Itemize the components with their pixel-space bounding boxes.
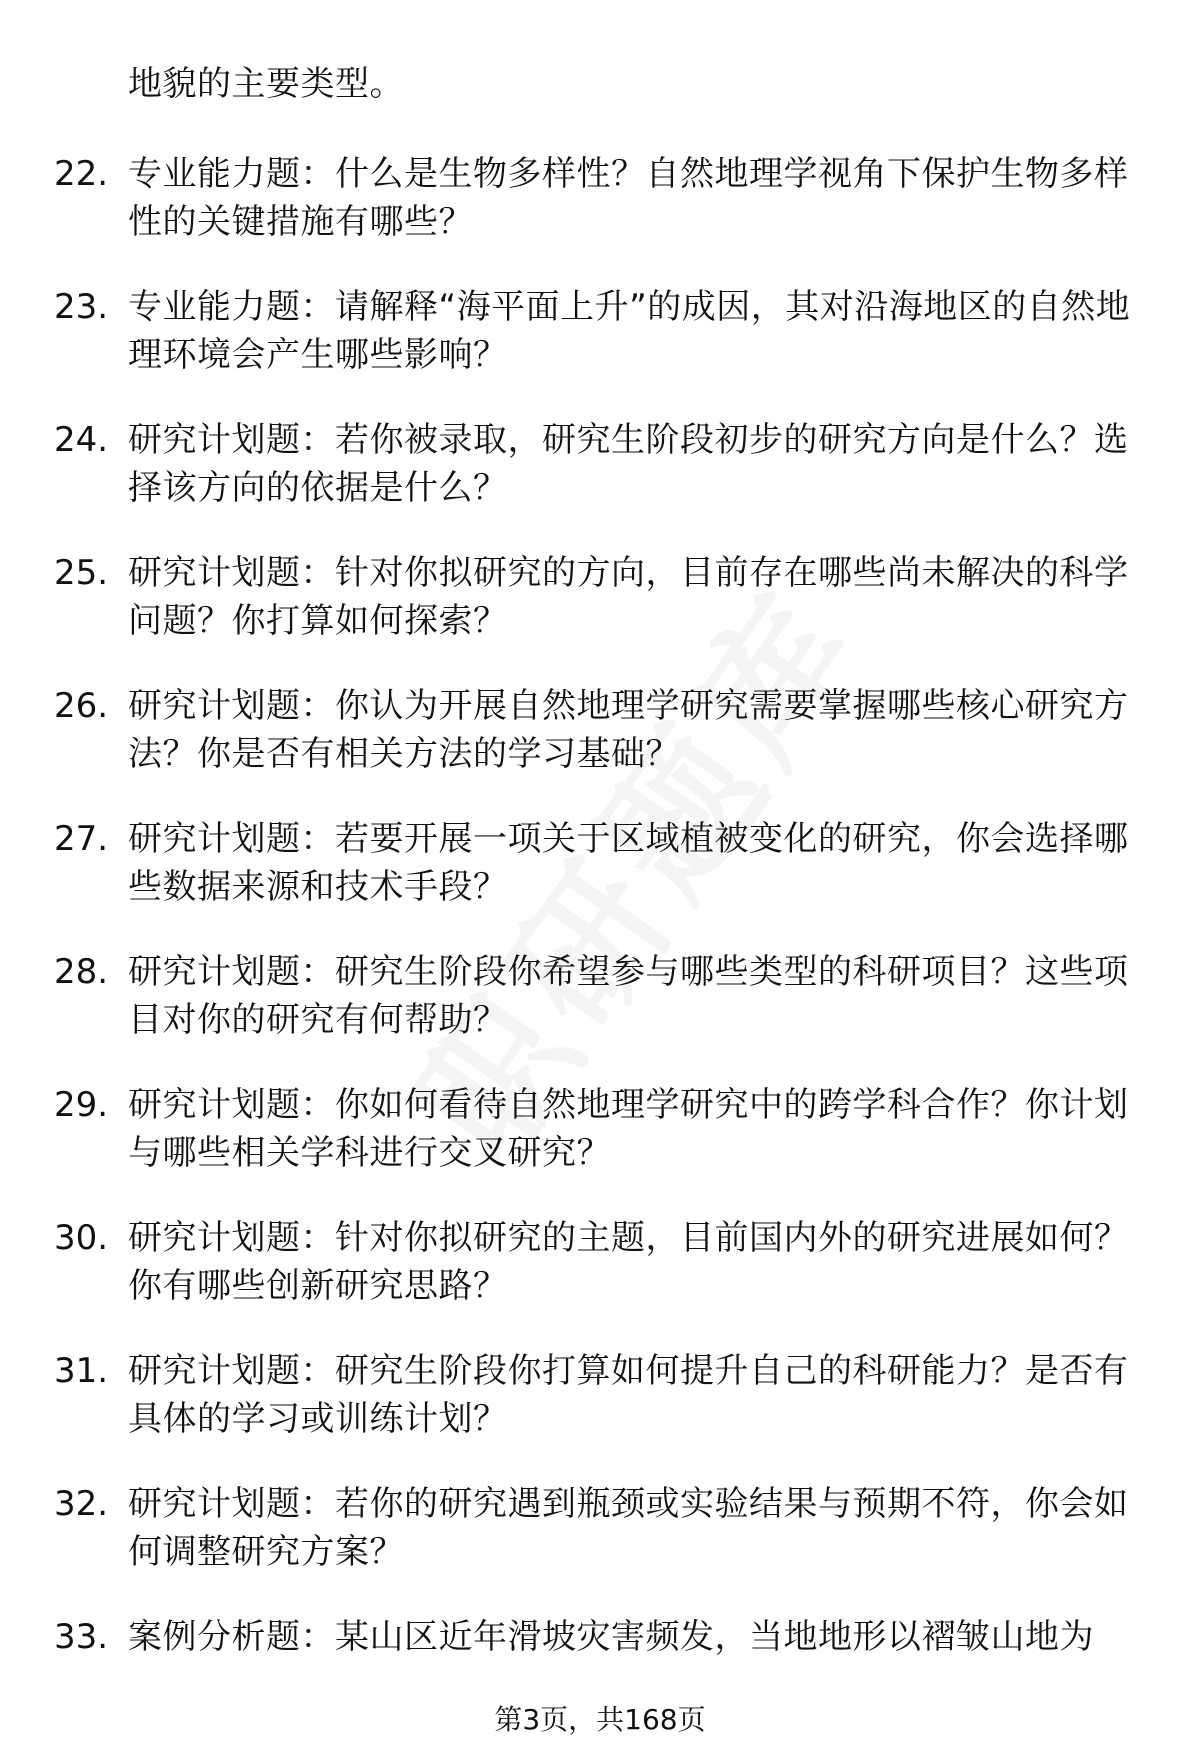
question-text: 研究计划题：你认为开展自然地理学研究需要掌握哪些核心研究方法？你是否有相关方法的学习基础？	[128, 686, 1129, 774]
question-number: 23.	[54, 287, 109, 327]
question-item	[0, 1347, 1200, 1439]
question-item	[0, 682, 1200, 774]
question-number: 33.	[54, 1617, 109, 1657]
question-text: 研究计划题：若你的研究遇到瓶颈或实验结果与预期不符，你会如何调整研究方案？	[128, 1484, 1129, 1572]
question-text: 研究计划题：你如何看待自然地理学研究中的跨学科合作？你计划与哪些相关学科进行交叉研究？	[128, 1085, 1129, 1173]
page-footer: 第3页，共168页	[494, 1703, 706, 1736]
question-number: 28.	[54, 952, 109, 992]
question-number: 31.	[54, 1351, 109, 1391]
question-item	[0, 1480, 1200, 1572]
question-item	[0, 815, 1200, 907]
question-text: 研究计划题：研究生阶段你打算如何提升自己的科研能力？是否有具体的学习或训练计划？	[128, 1351, 1129, 1439]
question-number: 29.	[54, 1085, 109, 1125]
question-text: 研究计划题：若要开展一项关于区域植被变化的研究，你会选择哪些数据来源和技术手段？	[128, 819, 1129, 907]
question-item	[0, 1081, 1200, 1173]
question-text: 专业能力题：什么是生物多样性？自然地理学视角下保护生物多样性的关键措施有哪些？	[128, 154, 1129, 242]
question-number: 25.	[54, 553, 109, 593]
question-text: 研究计划题：若你被录取，研究生阶段初步的研究方向是什么？选择该方向的依据是什么？	[128, 420, 1129, 508]
question-item	[0, 1214, 1200, 1306]
question-text: 研究计划题：针对你拟研究的主题，目前国内外的研究进展如何？你有哪些创新研究思路？	[128, 1218, 1129, 1306]
question-number: 32.	[54, 1484, 109, 1524]
question-item	[0, 283, 1200, 375]
continuation-text: 地貌的主要类型。	[128, 64, 404, 104]
question-number: 24.	[54, 420, 109, 460]
question-text: 案例分析题：某山区近年滑坡灾害频发，当地地形以褶皱山地为	[128, 1617, 1094, 1657]
question-number: 22.	[54, 154, 109, 194]
question-list	[0, 150, 1200, 1746]
question-number: 27.	[54, 819, 109, 859]
question-number: 30.	[54, 1218, 109, 1258]
question-text: 研究计划题：针对你拟研究的方向，目前存在哪些尚未解决的科学问题？你打算如何探索？	[128, 553, 1129, 641]
question-item	[0, 948, 1200, 1040]
question-number: 26.	[54, 686, 109, 726]
question-item	[0, 150, 1200, 242]
question-item	[0, 416, 1200, 508]
question-text: 研究计划题：研究生阶段你希望参与哪些类型的科研项目？这些项目对你的研究有何帮助？	[128, 952, 1129, 1040]
question-text: 专业能力题：请解释“海平面上升”的成因，其对沿海地区的自然地理环境会产生哪些影响？	[128, 287, 1131, 375]
question-item	[0, 1613, 1200, 1697]
question-item	[0, 549, 1200, 641]
